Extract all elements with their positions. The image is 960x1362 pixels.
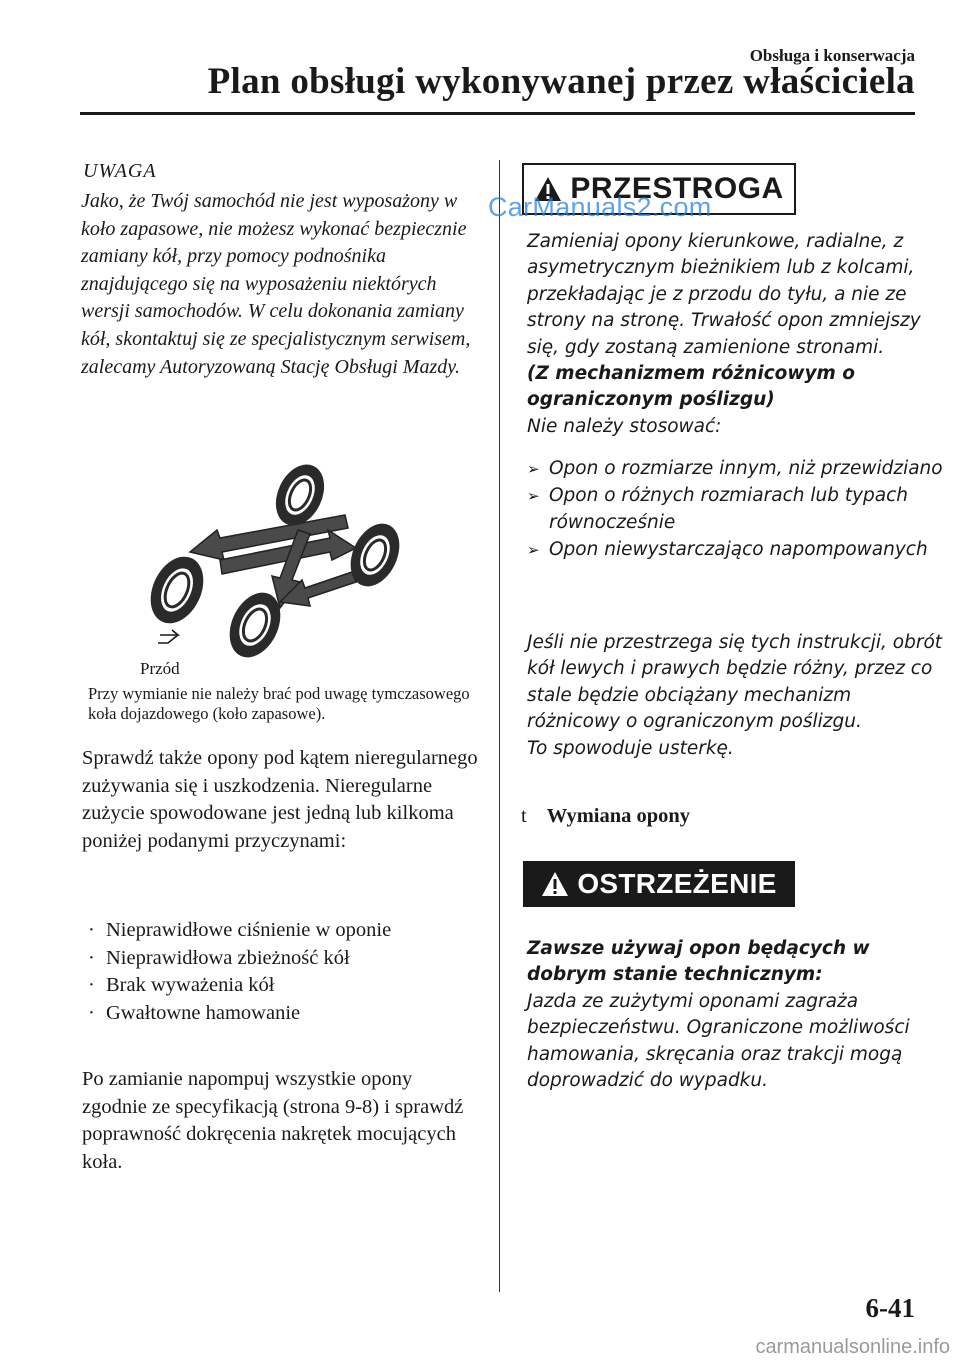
- caution-after-block: [527, 630, 947, 762]
- caution-intro: Nie należy stosować:: [527, 415, 722, 437]
- column-divider: [499, 160, 500, 1292]
- warning-text-block: [527, 936, 947, 1094]
- list-item: · Nieprawidłowa zbieżność kół: [88, 945, 488, 973]
- front-label: Przód: [140, 659, 180, 678]
- page-number: 6-41: [865, 1293, 915, 1323]
- note-label: UWAGA: [83, 160, 157, 182]
- caution-label: PRZESTROGA: [570, 172, 784, 205]
- rotation-arrows: [190, 515, 356, 608]
- tire-left: [140, 548, 213, 632]
- subsection-marker: t: [521, 805, 527, 827]
- caution-bold: (Z mechanizmem różnicowym o ograniczonym poślizgu): [527, 363, 855, 411]
- warning-banner: [523, 861, 795, 907]
- list-item: ➢ Opon niewystarczająco napompowanych: [527, 537, 947, 563]
- caution-text: Zamieniaj opony kierunkowe, radialne, z asymetrycznym bieżnikiem lub z kolcami, przekładając je z przodu do tyłu, a nie ze strony na stronę. Trwałość opon zmniejszy się, gdy zostaną zamienione stronami.: [527, 231, 921, 358]
- front-direction-icon: [158, 630, 178, 643]
- paragraph-inflate: Po zamianie napompuj wszystkie opony zgodnie ze specyfikacją (strona 9-8) i sprawdź poprawność dokręcenia nakrętek mocujących koła.: [82, 1068, 464, 1173]
- header-divider: [80, 112, 915, 115]
- caution-list: [527, 456, 947, 565]
- causes-list: [88, 917, 488, 1027]
- list-item: · Brak wyważenia kół: [88, 972, 488, 1000]
- list-item: · Gwałtowne hamowanie: [88, 1000, 488, 1028]
- subsection-title: Wymiana opony: [546, 805, 691, 827]
- page-title: Plan obsługi wykonywanej przez właściciela: [207, 61, 915, 102]
- warning-label: OSTRZEŻENIE: [577, 868, 777, 899]
- warning-text: Jazda ze zużytymi oponami zagraża bezpieczeństwu. Ograniczone możliwości hamowania, skręcania oraz trakcji mogą doprowadzić do wypadku.: [527, 990, 910, 1092]
- figure-caption: Przy wymianie nie należy brać pod uwagę tymczasowego koła dojazdowego (koło zapasowe).: [88, 684, 470, 723]
- paragraph-check: Sprawdź także opony pod kątem nieregularnego zużywania się i uszkodzenia. Nieregularne zużycie spowodowane jest jedną lub kilkoma poniżej podanymi przyczynami:: [82, 747, 478, 852]
- list-item: ➢ Opon o rozmiarze innym, niż przewidziano: [527, 456, 947, 482]
- caution-text-block: [527, 229, 947, 440]
- caution-result: To spowoduje usterkę.: [527, 737, 734, 759]
- caution-after-text: Jeśli nie przestrzega się tych instrukcji, obrót kół lewych i prawych będzie różny, przez co stale będzie obciążany mechanizm różnicowy o ograniczonym poślizgu.: [527, 632, 943, 733]
- watermark: CarManuals2.com: [488, 192, 712, 222]
- list-item: ➢ Opon o różnych rozmiarach lub typach równocześnie: [527, 483, 947, 536]
- note-text: Jako, że Twój samochód nie jest wyposażony w koło zapasowe, nie możesz wykonać bezpiecznie zamiany kół, przy pomocy podnośnika znajdującego się na wyposażeniu niektórych wersji samochodów. W celu dokonania zamiany kół, skontaktuj się ze specjalistycznym serwisem, zalecamy Autoryzowaną Stację Obsługi Mazdy.: [81, 190, 471, 378]
- list-item: · Nieprawidłowe ciśnienie w oponie: [88, 917, 488, 945]
- site-watermark: carmanualsonline.info: [755, 1336, 950, 1358]
- warning-bold: Zawsze używaj opon będących w dobrym stanie technicznym:: [527, 938, 870, 986]
- warning-triangle-icon: [541, 871, 569, 897]
- tire-rotation-diagram: [120, 460, 430, 685]
- section-title: Obsługa i konserwacja: [749, 46, 915, 65]
- subsection-heading: [521, 805, 690, 828]
